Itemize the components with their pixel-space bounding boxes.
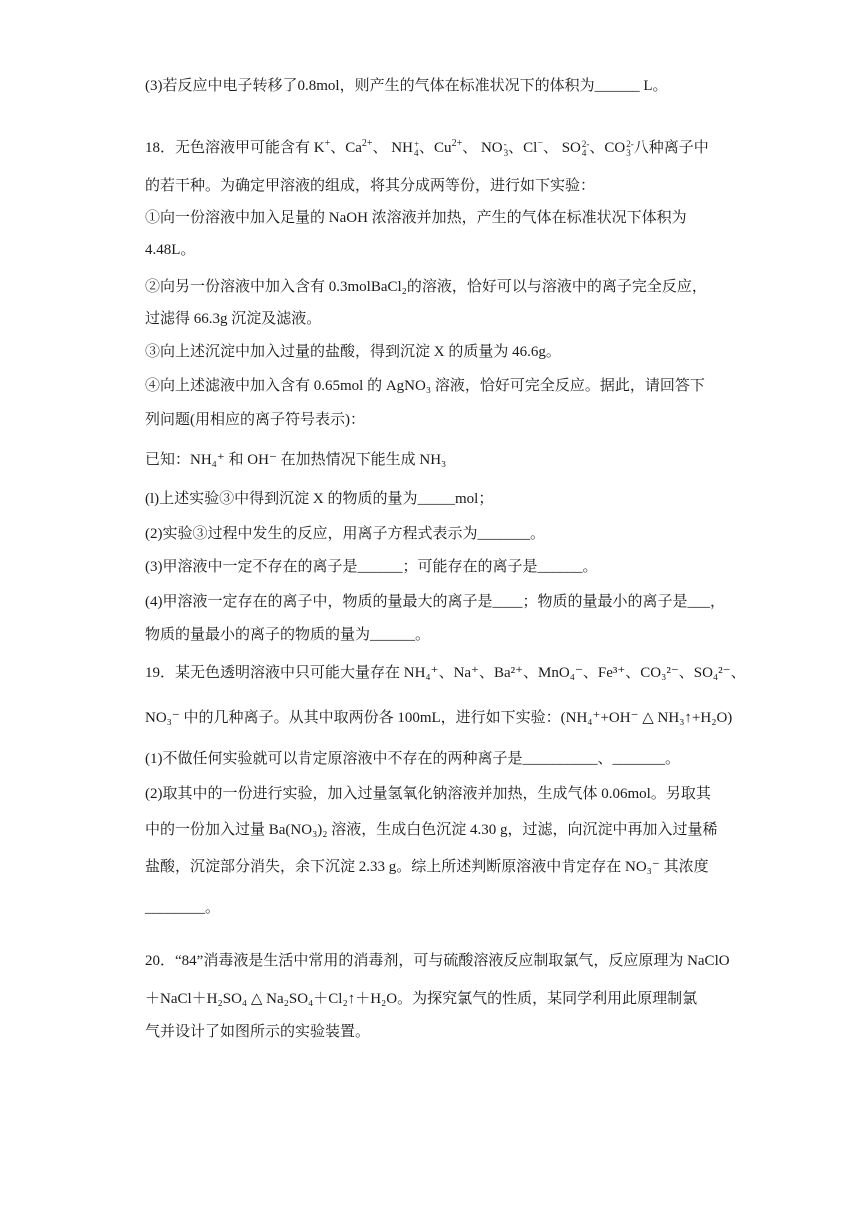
q18-step2b: 过滤得 66.3g 沉淀及滤液。	[145, 311, 322, 327]
q18-step4a: ④向上述滤液中加入含有 0.65mol 的 AgNO₃ 溶液，恰好可完全反应。据此，请回答下	[145, 378, 705, 394]
q18-p1: (l)上述实验③中得到沉淀 X 的物质的量为_____mol；	[145, 491, 494, 507]
q18-step2a: ②向另一份溶液中加入含有 0.3molBaCl₂的溶液，恰好可以与溶液中的离子完全反应，	[145, 279, 707, 295]
q18-step1b: 4.48L。	[145, 242, 196, 258]
q18-p3: (3)甲溶液中一定不存在的离子是______；可能存在的离子是______。	[145, 559, 598, 575]
q19-line2: NO₃⁻ 中的几种离子。从其中取两份各 100mL，进行如下实验：(NH₄⁺+OH⁻ △ NH₃↑+H₂O)	[145, 710, 733, 726]
q18-p2: (2)实验③过程中发生的反应，用离子方程式表示为_______。	[145, 526, 545, 542]
q18-intro-tail: 八种离子中	[633, 140, 709, 156]
q20-line1: 20．“84”消毒液是生活中常用的消毒剂，可与硫酸溶液反应制取氯气，反应原理为 NaClO	[145, 953, 730, 969]
q18-line2: 的若干种。为确定甲溶液的组成，将其分成两等份，进行如下实验：	[145, 178, 596, 194]
q19-p2d: ________。	[145, 900, 221, 916]
q19-line1: 19．某无色透明溶液中只可能大量存在 NH₄⁺、Na⁺、Ba²⁺、MnO₄⁻、Fe³⁺、CO₃²⁻、SO₄²⁻、	[145, 665, 746, 681]
q17-part3: (3)若反应中电子转移了0.8mol，则产生的气体在标准状况下的体积为______ L。	[145, 78, 668, 94]
q18-step4b: 列问题(用相应的离子符号表示)：	[145, 412, 365, 428]
q18-p4a: (4)甲溶液一定存在的离子中，物质的量最大的离子是____；物质的量最小的离子是___，	[145, 594, 725, 610]
q18-step3: ③向上述沉淀中加入过量的盐酸，得到沉淀 X 的质量为 46.6g。	[145, 344, 561, 360]
q19-p1: (1)不做任何实验就可以肯定原溶液中不存在的两种离子是__________、_______。	[145, 751, 680, 767]
q19-p2b: 中的一份加入过量 Ba(NO₃)₂ 溶液，生成白色沉淀 4.30 g，过滤，向沉淀中再加入过量稀	[145, 822, 718, 838]
q18-step1a: ①向一份溶液中加入足量的 NaOH 浓溶液并加热，产生的气体在标准状况下体积为	[145, 210, 687, 226]
q18-intro: 18．无色溶液甲可能含有 K+、$Ca^{2+}$、 NH + 4 、$Cu^{2+}$、 NO - 3 、Cl−、 SO 2- 4 、CO 2- 3 八种离子中	[145, 138, 709, 158]
q18-intro-prefix: 18．无色溶液甲可能含有 K	[145, 140, 325, 156]
q18-p4b: 物质的量最小的离子的物质的量为______。	[145, 627, 431, 643]
q18-known: 已知：NH₄⁺ 和 OH⁻ 在加热情况下能生成 NH₃	[145, 452, 447, 468]
q20-line3: 气并设计了如图所示的实验装置。	[145, 1024, 371, 1040]
q20-line2: ＋NaCl＋H₂SO₄ △ Na₂SO₄＋Cl₂↑＋H₂O。为探究氯气的性质，某同学利用此原理制氯	[145, 991, 698, 1007]
q19-p2a: (2)取其中的一份进行实验，加入过量氢氧化钠溶液并加热，生成气体 0.06mol。另取其	[145, 786, 711, 802]
q19-p2c: 盐酸，沉淀部分消失，余下沉淀 2.33 g。综上所述判断原溶液中肯定存在 NO₃⁻ 其浓度	[145, 859, 709, 875]
